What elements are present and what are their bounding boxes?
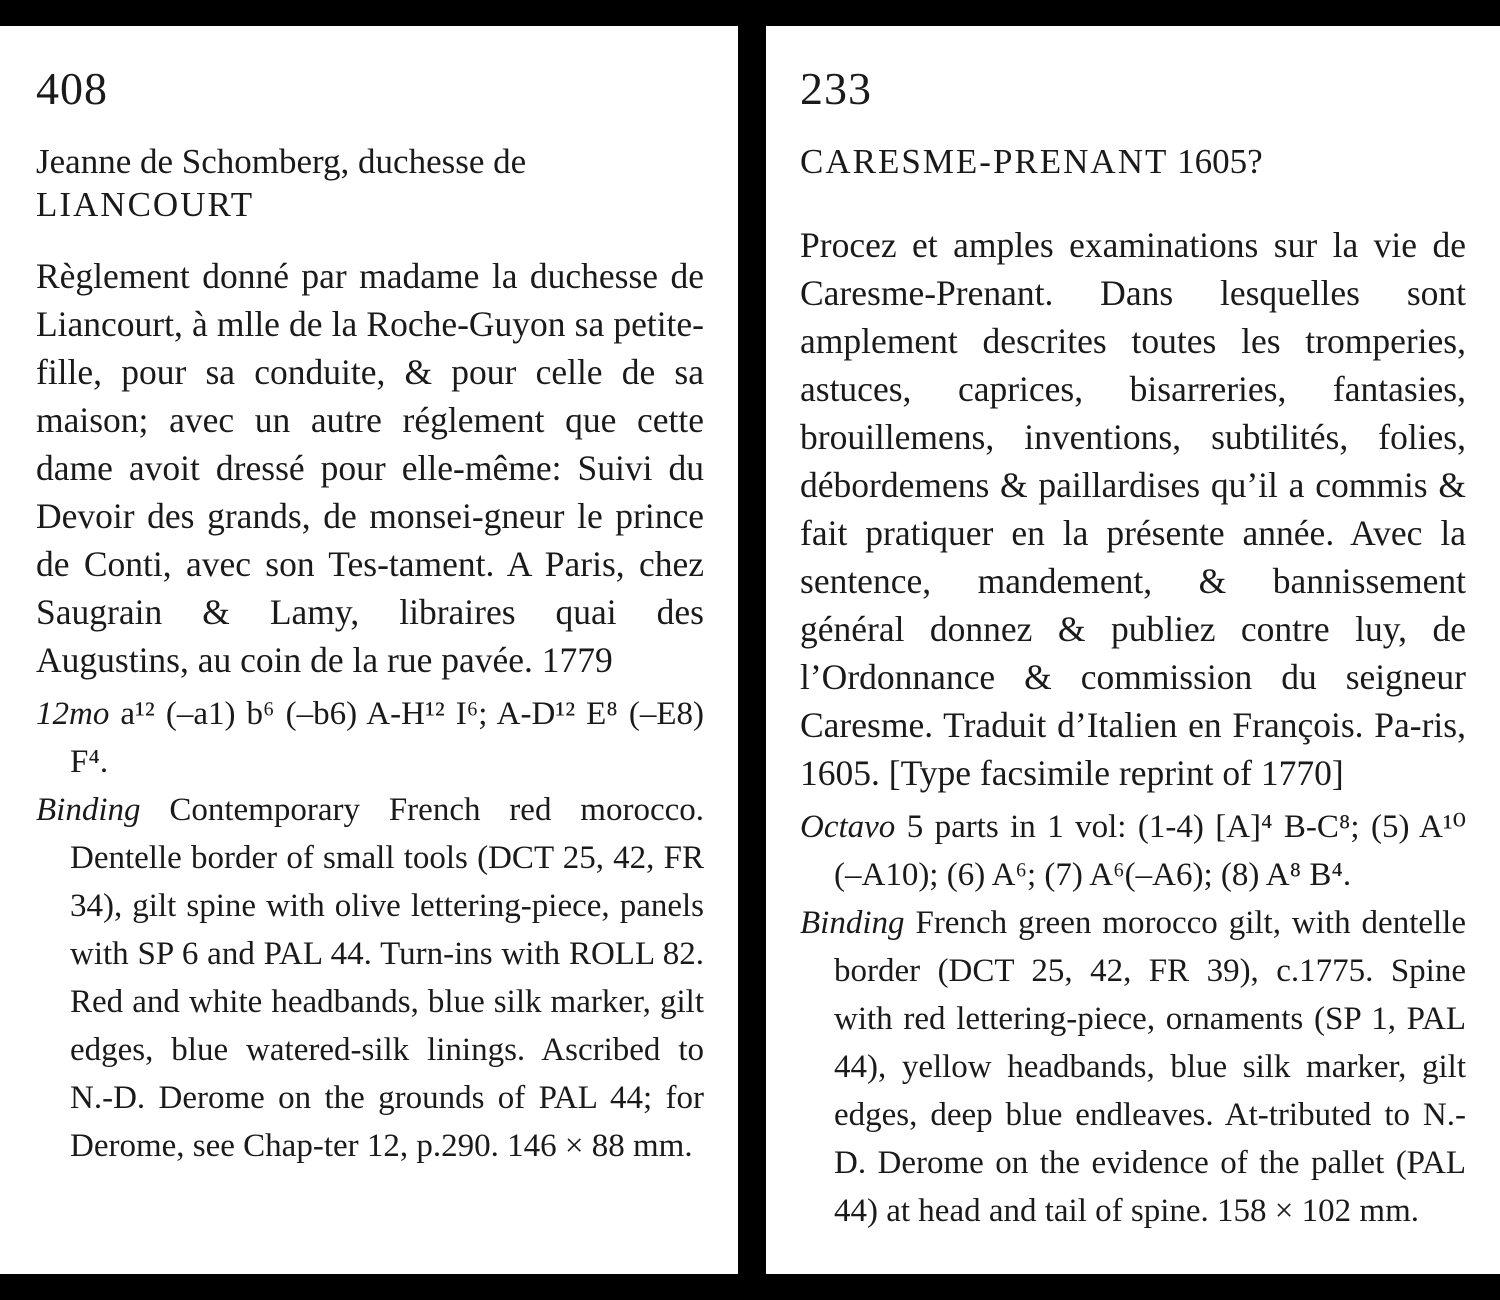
collation (800, 803, 1466, 899)
entry-heading (800, 140, 1466, 183)
binding-label: Binding (800, 905, 905, 941)
entry-heading (36, 140, 704, 226)
page-number: 408 (36, 63, 108, 114)
author-name: LIANCOURT (36, 185, 255, 224)
binding-label: Binding (36, 792, 141, 828)
page-number: 233 (800, 63, 872, 114)
author-date: 1605? (1177, 142, 1263, 181)
binding-text: French green morocco gilt, with dentelle border (DCT 25, 42, FR 39), c.1775. Spine with red lettering-piece, ornaments (SP 1, PAL 44), yellow headbands, blue silk marker, gilt edges, deep blue endleaves. At-tributed to N.-D. Derome on the evidence of the pallet (PAL 44) at head and tail of spine. 158 × 102 mm. (834, 905, 1467, 1229)
collation-label: 12mo (36, 696, 110, 732)
binding-text: Contemporary French red morocco. Dentelle border of small tools (DCT 25, 42, FR 34), gilt spine with olive lettering-piece, panels with SP 6 and PAL 44. Turn-ins with ROLL 82. Red and white headbands, blue silk marker, gilt edges, blue watered-silk linings. Ascribed to N.-D. Derome on the grounds of PAL 44; for Derome, see Chap-ter 12, p.290. 146 × 88 mm. (70, 792, 704, 1164)
author-line: Jeanne de Schomberg, duchesse de (36, 142, 527, 181)
collation-text: 5 parts in 1 vol: (1-4) [A]⁴ B-C⁸; (5) A¹⁰ (–A10); (6) A⁶; (7) A⁶(–A6); (8) A⁸ B⁴. (834, 809, 1467, 893)
collation-text: a¹² (–a1) b⁶ (–b6) A-H¹² I⁶; A-D¹² E⁸ (–E8) F⁴. (70, 696, 704, 780)
author-name: CARESME-PRENANT (800, 142, 1169, 181)
book-title: Règlement donné par madame la duchesse de Liancourt, à mlle de la Roche-Guyon sa petite-fille, pour sa conduite, & pour celle de sa maison; avec un autre réglement que cette dame avoit dressé pour elle-même: Suivi du Devoir des grands, de monsei-gneur le prince de Conti, avec son Tes-tament. A Paris, chez Saugrain & Lamy, libraires quai des Augustins, au coin de la rue pavée. 1779 (36, 256, 704, 680)
binding-description (800, 899, 1466, 1235)
book-title: Procez et amples examinations sur la vie de Caresme-Prenant. Dans lesquelles sont amplement descrites toutes les tromperies, astuces, caprices, bisarreries, fantasies, brouillemens, inventions, subtilités, folies, débordemens & paillardises qu’il a commis & fait pratiquer en la présente année. Avec la sentence, mandement, & bannissement général donnez & publiez contre luy, de l’Ordonnance & commission du seigneur Caresme. Traduit d’Italien en François. Pa-ris, 1605. [Type facsimile reprint of 1770] (800, 225, 1466, 793)
collation-label: Octavo (800, 809, 896, 845)
binding-description (36, 786, 704, 1170)
right-page (766, 26, 1500, 1274)
left-page (0, 26, 738, 1274)
collation (36, 690, 704, 786)
